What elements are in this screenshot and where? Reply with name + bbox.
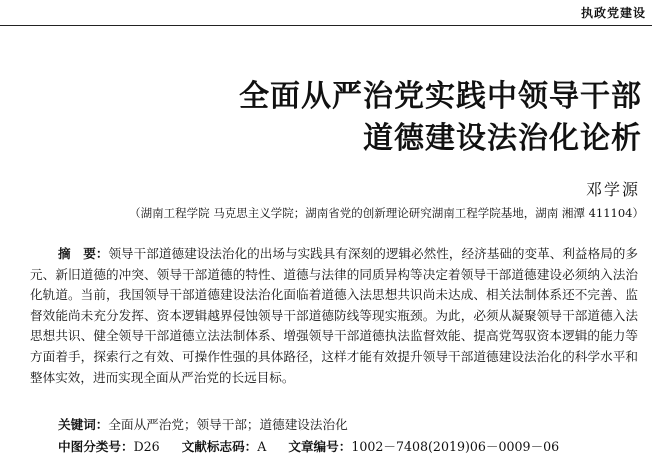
- keywords-label: 关键词：: [58, 417, 109, 432]
- article-number-value: 1002－7408(2019)06－0009－06: [351, 439, 560, 454]
- keywords-text: 全面从严治党；领导干部；道德建设法治化: [108, 417, 348, 432]
- abstract-label: 摘 要：: [58, 246, 109, 261]
- author-name: 邓学源: [585, 180, 640, 199]
- title-line-1: 全面从严治党实践中领导干部: [239, 79, 642, 114]
- running-head: 执政党建设: [580, 6, 646, 20]
- classification-info: [58, 436, 559, 455]
- header-rule: [0, 25, 652, 26]
- title-line-2: 道德建设法治化论析: [363, 121, 642, 156]
- doc-code-label: 文献标志码：: [181, 439, 258, 454]
- article-title: [239, 76, 642, 160]
- abstract-text: 领导干部道德建设法治化的出场与实践具有深刻的逻辑必然性，经济基础的变革、利益格局的多元、新旧道德的冲突、领导干部道德的特性、道德与法律的同质异构等决定着领导干部道德建设必须纳入法治化轨道。当前，我国领导干部道德建设法治化面临着道德入法思想共识尚未达成、相关法制体系还不完善、监督效能尚未充分发挥、资本逻辑越界侵蚀领导干部道德防线等现实瓶颈。为此，必须从凝聚领导干部道德入法思想共识、健全领导干部道德立法法制体系、增强领导干部道德执法监督效能、提高党驾驭资本逻辑的能力等方面着手，探索行之有效、可操作性强的具体路径，这样才能有效提升领导干部道德建设法治化的科学水平和整体实效，进而实现全面从严治党的长远目标。: [30, 246, 639, 385]
- keywords: [58, 414, 348, 433]
- clc-label: 中图分类号：: [58, 439, 134, 454]
- doc-code-value: A: [257, 439, 267, 454]
- article-number-label: 文章编号：: [288, 439, 352, 454]
- abstract: [30, 244, 638, 388]
- clc-value: D26: [133, 439, 160, 454]
- author-affiliation: （湖南工程学院 马克思主义学院；湖南省党的创新理论研究湖南工程学院基地，湖南 湘潭 411104）: [129, 206, 644, 220]
